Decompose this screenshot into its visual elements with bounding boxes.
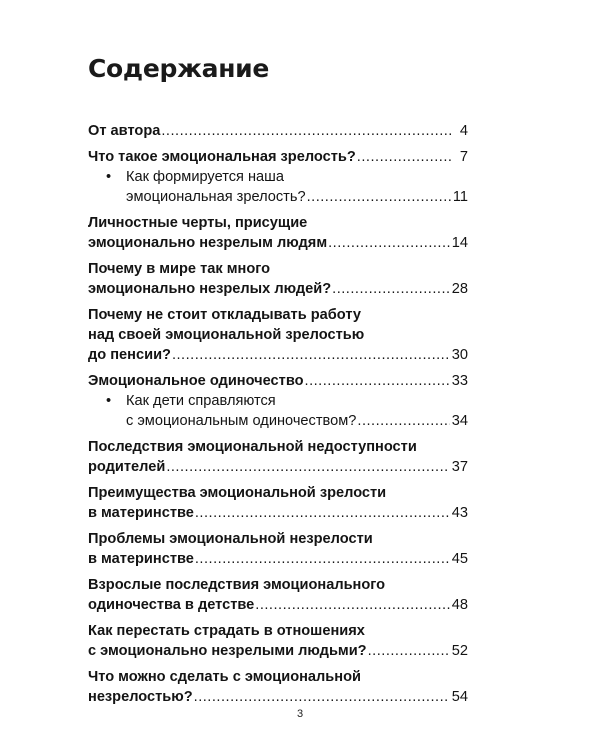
toc-entry [88,529,468,569]
toc-entry-title-line: родителей [88,459,166,475]
toc-entry-title-line: Почему в мире так много [88,261,271,277]
toc-entry-title-line: с эмоционально незрелыми людьми? [88,643,367,659]
toc-page-number: 7 [459,149,468,165]
toc-page-number: 4 [459,123,468,139]
toc-entry-title-line: Что можно сделать с эмоциональной [88,669,361,685]
toc-subentry [106,167,468,207]
toc-entry-title-line: эмоционально незрелым людям [88,235,328,251]
toc-entry [88,147,468,167]
toc-entry-title-line: одиночества в детстве [88,597,255,613]
toc-entry-title-line: Эмоциональное одиночество [88,373,304,389]
page-number: 3 [296,708,304,720]
toc-page-number: 43 [451,505,468,521]
toc-entry-title-line: Последствия эмоциональной недоступности [88,439,417,455]
toc-entry-title-line: в материнстве [88,505,194,521]
toc-entry-title-line: Преимущества эмоциональной зрелости [88,485,387,501]
toc-entry-title-line: Как перестать страдать в отношениях [88,623,365,639]
toc-page-number: 14 [451,235,468,251]
toc-entry [88,483,468,523]
toc-entry-title-line: Почему не стоит откладывать работу [88,307,361,323]
toc-page-number: 52 [451,643,468,659]
dot-leader [166,457,449,477]
dot-leader [194,687,450,707]
toc-page-number: 54 [451,689,468,705]
toc-page-number: 30 [451,347,468,363]
toc-entry-title-line: Личностные черты, присущие [88,215,308,231]
dot-leader [195,549,450,569]
dot-leader [332,279,450,299]
table-of-contents [88,121,468,707]
toc-entry [88,259,468,299]
bullet-icon: • [106,169,112,185]
dot-leader [255,595,450,615]
dot-leader [357,147,452,167]
toc-entry-title-line: Взрослые последствия эмоционального [88,577,386,593]
toc-entry-title-line: Как формируется наша [126,169,284,185]
toc-entry-title-line: эмоционально незрелых людей? [88,281,332,297]
toc-entry [88,621,468,661]
toc-page-number: 28 [451,281,468,297]
toc-entry [88,575,468,615]
toc-page-number: 48 [451,597,468,613]
dot-leader [357,411,449,431]
toc-entry-title-line: От автора [88,123,161,139]
dot-leader [305,371,450,391]
toc-page-number: 33 [451,373,468,389]
dot-leader [195,503,450,523]
toc-page-number: 45 [451,551,468,567]
dot-leader [328,233,450,253]
dot-leader [172,345,450,365]
toc-entry-title-line: с эмоциональным одиночеством? [126,413,357,429]
toc-entry-title-line: Проблемы эмоциональной незрелости [88,531,373,547]
toc-entry [88,121,468,141]
toc-entry [88,305,468,365]
dot-leader [307,187,451,207]
toc-entry [88,213,468,253]
page-title: Содержание [88,54,270,83]
dot-leader [161,121,452,141]
toc-entry-title-line: незрелостью? [88,689,193,705]
toc-entry [88,371,468,391]
toc-page-number: 37 [451,459,468,475]
toc-entry [88,667,468,707]
toc-entry-title-line: в материнстве [88,551,194,567]
toc-entry-title-line: эмоциональная зрелость? [126,189,306,205]
toc-entry-title-line: Как дети справляются [126,393,276,409]
dot-leader [368,641,450,661]
toc-entry [88,437,468,477]
toc-page-number: 34 [451,413,468,429]
toc-entry-title-line: Что такое эмоциональная зрелость? [88,149,356,165]
bullet-icon: • [106,393,112,409]
toc-entry-title-line: до пенсии? [88,347,171,363]
toc-page-number: 11 [452,189,468,205]
toc-entry-title-line: над своей эмоциональной зрелостью [88,327,365,343]
toc-subentry [106,391,468,431]
